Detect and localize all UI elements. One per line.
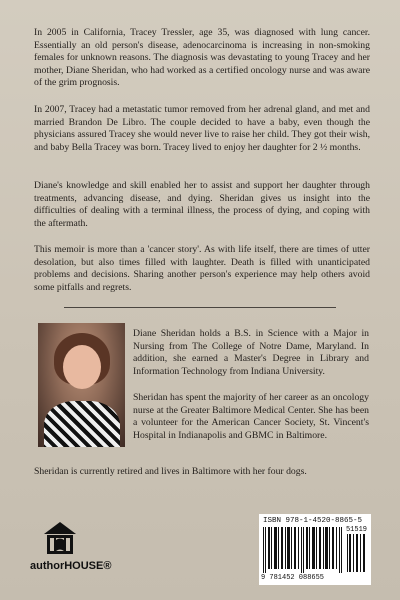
summary-paragraph-4: This memoir is more than a 'cancer story'. As with life itself, there are times of utter desolation, but also times filled with laughter. Death is filled with unanticipated problems and decisions. Sharing another person's experience may help others avoid some pitfalls and regrets.: [34, 244, 370, 293]
publisher-name: authorHOUSE®: [30, 560, 112, 572]
house-book-icon: [42, 520, 78, 556]
summary-paragraph-2: In 2007, Tracey had a metastatic tumor removed from her adrenal gland, and met and married Brandon De Libro. The couple decided to have a baby, even though the physicians assured Tracey she would never live to raise her child. They got their wish, and baby Bella Tracey was born. Tracey lived to enjoy her daughter for 2 ½ months.: [34, 104, 370, 153]
addon-bars: [347, 534, 367, 572]
publisher-logo: [30, 520, 130, 580]
barcode-addon: 51519: [345, 526, 367, 534]
author-bio-paragraph-2: Sheridan has spent the majority of her career as an oncology nurse at the Greater Baltimore Medical Center. She has been a volunteer for the American Cancer Society, St. Vincent's Hospital in Indianapolis and GBMC in Baltimore.: [133, 392, 369, 441]
author-face: [63, 345, 101, 389]
author-closing-line: Sheridan is currently retired and lives in Baltimore with her four dogs.: [34, 466, 307, 477]
barcode-bars: [263, 527, 343, 573]
isbn-barcode: [259, 514, 371, 585]
ean-number: 9 781452 088655: [261, 574, 325, 582]
summary-paragraph-3: Diane's knowledge and skill enabled her to assist and support her daughter through treatments, advancing disease, and dying. Sheridan gives us insight into the difficulties of dealing with a terminal illness, the process of dying, and coping with the aftermath.: [34, 180, 370, 229]
author-clothing: [44, 401, 120, 447]
author-bio-paragraph-1: Diane Sheridan holds a B.S. in Science with a Major in Nursing from The College of Notre Dame, Maryland. In addition, she earned a Master's Degree in Library and Information Technology from Indiana University.: [133, 328, 369, 377]
author-photo: [38, 323, 125, 447]
isbn-label: ISBN 978-1-4520-8865-5: [263, 517, 363, 525]
summary-paragraph-1: In 2005 in California, Tracey Tressler, age 35, was diagnosed with lung cancer. Essentially an old person's disease, adenocarcinoma is increasing in non-smoking females for unknown reasons. The diagnosis was devastating to young Tracey and her mother, Diane Sheridan, who had worked as a certified oncology nurse and was aware of the grim prognosis.: [34, 27, 370, 89]
section-divider: [64, 307, 336, 308]
